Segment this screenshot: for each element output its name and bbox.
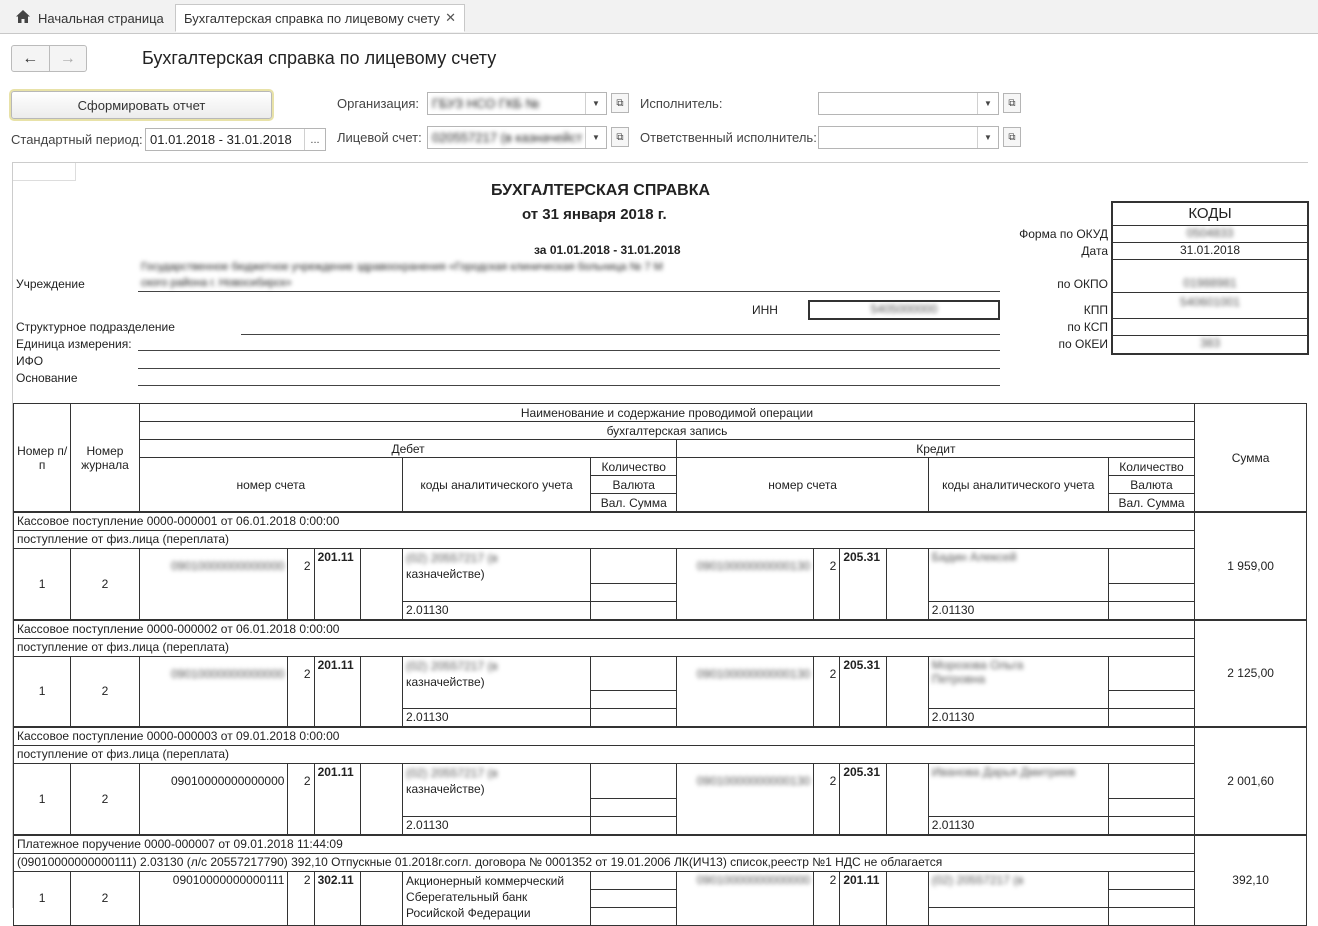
row-sum: 392,10 bbox=[1195, 835, 1307, 926]
doc-line: Платежное поручение 0000-000007 от 09.01.2018 11:44:09 bbox=[14, 835, 1195, 854]
period-label: Стандартный период: bbox=[11, 132, 143, 147]
col-header-sum: Сумма bbox=[1195, 404, 1307, 513]
basis-label: Основание bbox=[16, 371, 78, 385]
executor-field[interactable] bbox=[818, 92, 999, 115]
tab-report[interactable] bbox=[175, 4, 465, 32]
institution-value-2: ского района г. Новосибирск» bbox=[141, 277, 292, 289]
credit-kfo: 2 bbox=[814, 656, 840, 691]
debit-analytics-code: 2.01130 bbox=[403, 816, 591, 835]
open-icon[interactable]: ⧉ bbox=[611, 93, 629, 113]
row-num: 1 bbox=[14, 871, 71, 925]
home-icon bbox=[16, 10, 30, 26]
date-label: Дата bbox=[1081, 244, 1108, 258]
ifo-label: ИФО bbox=[16, 354, 44, 368]
account-label: Лицевой счет: bbox=[337, 130, 422, 145]
credit-schet: 201.11 bbox=[840, 871, 886, 889]
period-value: 01.01.2018 - 31.01.2018 bbox=[150, 132, 292, 147]
debit-analytics: (02) 20557217 (в казначействе) bbox=[403, 656, 591, 691]
debit-schet: 302.11 bbox=[314, 871, 360, 889]
inn-label: ИНН bbox=[752, 303, 778, 317]
okei-label: по ОКЕИ bbox=[1058, 337, 1108, 351]
credit-schet: 205.31 bbox=[840, 656, 886, 691]
struct-label: Структурное подразделение bbox=[16, 320, 175, 334]
col-header-debit-cursum: Вал. Сумма bbox=[591, 494, 677, 513]
row-journal: 2 bbox=[71, 764, 139, 835]
resp-executor-field[interactable] bbox=[818, 126, 999, 149]
col-header-entry: бухгалтерская запись bbox=[139, 422, 1195, 440]
open-icon[interactable]: ⧉ bbox=[1003, 127, 1021, 147]
chevron-down-icon[interactable]: ▼ bbox=[585, 127, 606, 148]
chevron-down-icon[interactable]: ▼ bbox=[977, 127, 998, 148]
kpp-value: 540601001 bbox=[1179, 295, 1241, 309]
unit-label: Единица измерения: bbox=[16, 337, 132, 351]
col-header-credit-currency: Валюта bbox=[1108, 476, 1195, 494]
doc-line: Кассовое поступление 0000-000003 от 09.01.2018 0:00:00 bbox=[14, 727, 1195, 746]
credit-account: 09010000000000130 bbox=[677, 764, 814, 799]
col-header-credit-qty: Количество bbox=[1108, 458, 1195, 476]
row-journal: 2 bbox=[71, 871, 139, 925]
credit-analytics: Морозова Ольга Петровна bbox=[928, 656, 1108, 691]
report-document bbox=[12, 162, 1308, 920]
codes-box bbox=[1111, 201, 1309, 355]
col-header-debit-qty: Количество bbox=[591, 458, 677, 476]
tab-home-label: Начальная страница bbox=[38, 10, 164, 26]
row-journal: 2 bbox=[71, 549, 139, 620]
tab-bar bbox=[0, 0, 1318, 34]
credit-schet: 205.31 bbox=[840, 764, 886, 799]
doc-line: Кассовое поступление 0000-000002 от 06.01.2018 0:00:00 bbox=[14, 620, 1195, 639]
open-icon[interactable]: ⧉ bbox=[1003, 93, 1021, 113]
credit-analytics-code: 2.01130 bbox=[928, 601, 1108, 620]
nav-buttons bbox=[11, 45, 87, 72]
debit-schet: 201.11 bbox=[314, 656, 360, 691]
org-field[interactable] bbox=[427, 92, 607, 115]
close-icon[interactable]: ✕ bbox=[445, 10, 456, 25]
ksp-label: по КСП bbox=[1067, 320, 1108, 334]
report-period: за 01.01.2018 - 31.01.2018 bbox=[534, 243, 681, 257]
okpo-label: по ОКПО bbox=[1057, 277, 1108, 291]
col-header-credit: Кредит bbox=[677, 440, 1195, 458]
credit-kfo: 2 bbox=[814, 549, 840, 584]
row-num: 1 bbox=[14, 764, 71, 835]
credit-analytics: (02) 20557217 (в bbox=[928, 871, 1108, 889]
chevron-down-icon[interactable]: ▼ bbox=[977, 93, 998, 114]
credit-analytics-code: 2.01130 bbox=[928, 816, 1108, 835]
credit-account: 09010000000000130 bbox=[677, 549, 814, 584]
debit-kfo: 2 bbox=[288, 764, 314, 799]
report-table bbox=[13, 403, 1307, 926]
doc-line: Кассовое поступление 0000-000001 от 06.01.2018 0:00:00 bbox=[14, 512, 1195, 531]
content-line: поступление от физ.лица (переплата) bbox=[14, 531, 1195, 549]
debit-account: 09010000000000111 bbox=[139, 871, 288, 889]
okei-value: 383 bbox=[1199, 336, 1221, 350]
col-header-debit: Дебет bbox=[139, 440, 677, 458]
period-select-button[interactable]: ... bbox=[304, 129, 325, 150]
tab-home[interactable] bbox=[8, 4, 172, 32]
credit-analytics-code: 2.01130 bbox=[928, 709, 1108, 728]
report-title: БУХГАЛТЕРСКАЯ СПРАВКА bbox=[491, 182, 711, 199]
content-line: (09010000000000111) 2.03130 (л/с 20557217790) 392,10 Отпускные 01.2018г.согл. договора № 0001352 от 19.01.2006 ЛК(ИЧ13) список,реестр №1 НДС не облагается bbox=[14, 853, 1195, 871]
col-header-journal: Номер журнала bbox=[71, 404, 139, 513]
credit-account: 09010000000000000 bbox=[677, 871, 814, 889]
debit-analytics: Акционерный коммерческий Сберегательный банк Росийской Федерации bbox=[403, 871, 591, 925]
row-num: 1 bbox=[14, 656, 71, 727]
debit-account: 09010000000000000 bbox=[139, 549, 288, 584]
content-line: поступление от физ.лица (переплата) bbox=[14, 746, 1195, 764]
okud-label: Форма по ОКУД bbox=[1019, 227, 1108, 241]
col-header-operation: Наименование и содержание проводимой операции bbox=[139, 404, 1195, 422]
okud-value: 0504833 bbox=[1186, 226, 1234, 240]
page-title: Бухгалтерская справка по лицевому счету bbox=[142, 48, 497, 68]
account-value: 020557217 (в казначейст bbox=[432, 130, 583, 145]
institution-value: Государственное бюджетное учреждение здравоохранения «Городская клиническая больница № 7 М bbox=[141, 261, 663, 273]
report-date: от 31 января 2018 г. bbox=[522, 206, 667, 223]
executor-label: Исполнитель: bbox=[640, 96, 723, 111]
debit-analytics-code: 2.01130 bbox=[403, 709, 591, 728]
debit-kfo: 2 bbox=[288, 871, 314, 889]
row-journal: 2 bbox=[71, 656, 139, 727]
resp-executor-label: Ответственный исполнитель: bbox=[640, 130, 817, 145]
institution-label: Учреждение bbox=[16, 277, 85, 291]
row-sum: 2 125,00 bbox=[1195, 620, 1307, 728]
debit-schet: 201.11 bbox=[314, 549, 360, 584]
credit-schet: 205.31 bbox=[840, 549, 886, 584]
period-field[interactable] bbox=[145, 128, 326, 151]
open-icon[interactable]: ⧉ bbox=[611, 127, 629, 147]
tab-report-label: Бухгалтерская справка по лицевому счету bbox=[184, 10, 440, 26]
back-arrow-icon[interactable]: ← bbox=[22, 49, 39, 67]
credit-analytics: Иванова Дарья Дмитриев bbox=[928, 764, 1108, 799]
row-sum: 1 959,00 bbox=[1195, 512, 1307, 620]
kpp-label: КПП bbox=[1083, 303, 1108, 317]
debit-analytics: (02) 20557217 (в казначействе) bbox=[403, 764, 591, 799]
generate-report-button[interactable]: Сформировать отчет bbox=[11, 91, 272, 119]
col-header-debit-account: номер счета bbox=[139, 458, 402, 513]
credit-account: 09010000000000130 bbox=[677, 656, 814, 691]
col-header-debit-currency: Валюта bbox=[591, 476, 677, 494]
date-value: 31.01.2018 bbox=[1113, 243, 1307, 260]
debit-schet: 201.11 bbox=[314, 764, 360, 799]
col-header-credit-analytics: коды аналитического учета bbox=[928, 458, 1108, 513]
col-header-num: Номер п/п bbox=[14, 404, 71, 513]
debit-account: 09010000000000000 bbox=[139, 764, 288, 799]
debit-kfo: 2 bbox=[288, 656, 314, 691]
okpo-value: 01988981 bbox=[1183, 276, 1237, 290]
debit-account: 09010000000000000 bbox=[139, 656, 288, 691]
forward-arrow-icon[interactable]: → bbox=[49, 46, 87, 71]
inn-value: 5405000000 bbox=[870, 302, 938, 316]
debit-analytics-code: 2.01130 bbox=[403, 601, 591, 620]
row-num: 1 bbox=[14, 549, 71, 620]
row-sum: 2 001,60 bbox=[1195, 727, 1307, 835]
col-header-credit-cursum: Вал. Сумма bbox=[1108, 494, 1195, 513]
ksp-value bbox=[1113, 319, 1307, 336]
credit-kfo: 2 bbox=[814, 871, 840, 889]
credit-kfo: 2 bbox=[814, 764, 840, 799]
org-value: ГБУЗ НСО ГКБ № bbox=[432, 96, 540, 111]
col-header-credit-account: номер счета bbox=[677, 458, 928, 513]
debit-kfo: 2 bbox=[288, 549, 314, 584]
content-line: поступление от физ.лица (переплата) bbox=[14, 638, 1195, 656]
org-label: Организация: bbox=[337, 96, 420, 111]
debit-analytics: (02) 20557217 (в казначействе) bbox=[403, 549, 591, 584]
col-header-debit-analytics: коды аналитического учета bbox=[403, 458, 591, 513]
credit-analytics: Бадин Алексей bbox=[928, 549, 1108, 584]
account-field[interactable] bbox=[427, 126, 607, 149]
chevron-down-icon[interactable]: ▼ bbox=[585, 93, 606, 114]
codes-header: КОДЫ bbox=[1113, 203, 1307, 226]
